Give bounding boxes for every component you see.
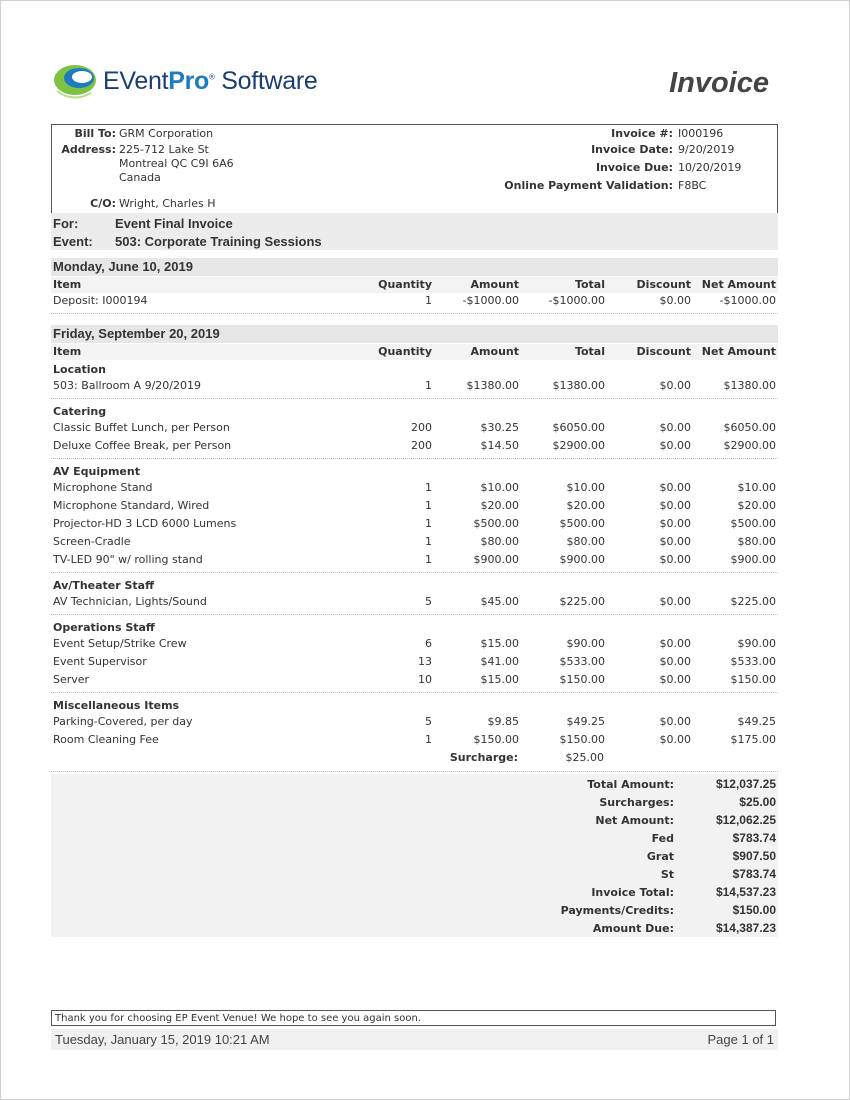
- cell-amount: $10.00: [480, 481, 519, 494]
- col-total: Total: [574, 278, 605, 291]
- cell-item: Microphone Standard, Wired: [53, 499, 210, 512]
- table-row: [51, 480, 778, 496]
- cell-total: $500.00: [559, 517, 605, 530]
- fed-tax-value: $783.74: [732, 831, 776, 845]
- cell-net-amount: $10.00: [737, 481, 776, 494]
- cell-total: -$1000.00: [548, 294, 605, 307]
- cell-item: Room Cleaning Fee: [53, 733, 159, 746]
- page-title: Invoice: [669, 67, 769, 99]
- amount-due-label: Amount Due:: [592, 922, 674, 935]
- cell-discount: $0.00: [659, 637, 691, 650]
- cell-net-amount: $500.00: [730, 517, 776, 530]
- cell-net-amount: $900.00: [730, 553, 776, 566]
- cell-item: Classic Buffet Lunch, per Person: [53, 421, 230, 434]
- cell-quantity: 5: [425, 715, 432, 728]
- col-amount: Amount: [470, 278, 519, 291]
- cell-quantity: 5: [425, 595, 432, 608]
- invoice-due-label: Invoice Due:: [595, 161, 673, 174]
- table-row: [51, 498, 778, 514]
- payment-validation-value: F8BC: [678, 179, 707, 192]
- cell-amount: $9.85: [487, 715, 519, 728]
- event-info-band: [51, 213, 778, 250]
- invoice-number-value: I000196: [678, 127, 724, 140]
- cell-total: $6050.00: [552, 421, 605, 434]
- col-total: Total: [574, 345, 605, 358]
- payment-validation-label: Online Payment Validation:: [504, 179, 673, 192]
- cell-amount: $900.00: [473, 553, 519, 566]
- divider: [51, 313, 778, 314]
- cell-amount: $500.00: [473, 517, 519, 530]
- co-value: Wright, Charles H: [119, 197, 216, 210]
- col-discount: Discount: [636, 278, 691, 291]
- cell-quantity: 1: [425, 294, 432, 307]
- cell-discount: $0.00: [659, 499, 691, 512]
- co-label: C/O:: [90, 197, 116, 210]
- cell-net-amount: $225.00: [730, 595, 776, 608]
- cell-net-amount: $150.00: [730, 673, 776, 686]
- logo-word-software: Software: [214, 66, 318, 95]
- logo-word-event: EVent: [103, 66, 169, 95]
- table-row: [51, 438, 778, 454]
- cell-net-amount: $175.00: [730, 733, 776, 746]
- cell-amount: $15.00: [480, 673, 519, 686]
- event-label: Event:: [53, 234, 93, 249]
- day-header: Friday, September 20, 2019: [51, 325, 778, 343]
- cell-item: Deposit: I000194: [53, 294, 148, 307]
- cell-total: $900.00: [559, 553, 605, 566]
- cell-quantity: 1: [425, 517, 432, 530]
- col-amount: Amount: [470, 345, 519, 358]
- cell-quantity: 200: [411, 439, 432, 452]
- cell-net-amount: $2900.00: [723, 439, 776, 452]
- logo-word-pro: Pro: [168, 66, 210, 95]
- cell-discount: $0.00: [659, 535, 691, 548]
- cell-quantity: 1: [425, 379, 432, 392]
- table-row: [51, 534, 778, 550]
- cell-discount: $0.00: [659, 439, 691, 452]
- logo-wordmark: [103, 67, 318, 96]
- cell-discount: $0.00: [659, 733, 691, 746]
- surcharge-label: Surcharge:: [449, 751, 518, 764]
- cell-total: $150.00: [559, 673, 605, 686]
- cell-amount: $45.00: [480, 595, 519, 608]
- cell-total: $20.00: [566, 499, 605, 512]
- cell-item: 503: Ballroom A 9/20/2019: [53, 379, 201, 392]
- cell-amount: -$1000.00: [462, 294, 519, 307]
- divider: [51, 458, 778, 459]
- grat-value: $907.50: [732, 849, 776, 863]
- cell-discount: $0.00: [659, 673, 691, 686]
- for-value: Event Final Invoice: [115, 216, 233, 231]
- bill-to-value: GRM Corporation: [119, 127, 214, 140]
- cell-amount: $15.00: [480, 637, 519, 650]
- address-line-2: Montreal QC C9I 6A6: [119, 157, 234, 170]
- totals-block: [51, 774, 778, 937]
- invoice-due-value: 10/20/2019: [678, 161, 742, 174]
- cell-discount: $0.00: [659, 655, 691, 668]
- total-amount-label: Total Amount:: [587, 778, 674, 791]
- cell-discount: $0.00: [659, 715, 691, 728]
- cell-quantity: 1: [425, 733, 432, 746]
- column-header-row: [51, 344, 778, 360]
- col-discount: Discount: [636, 345, 691, 358]
- fed-tax-label: Fed: [651, 832, 674, 845]
- divider: [51, 398, 778, 399]
- category-header: Av/Theater Staff: [53, 579, 155, 592]
- table-row: [51, 636, 778, 652]
- cell-quantity: 10: [418, 673, 432, 686]
- page-number: Page 1 of 1: [707, 1032, 774, 1047]
- col-net-amount: Net Amount: [701, 345, 776, 358]
- cell-amount: $80.00: [480, 535, 519, 548]
- st-tax-value: $783.74: [732, 867, 776, 881]
- cell-net-amount: -$1000.00: [719, 294, 776, 307]
- cell-total: $1380.00: [552, 379, 605, 392]
- surcharge-value: $25.00: [565, 751, 604, 764]
- category-header: Location: [53, 363, 106, 376]
- table-row: [51, 516, 778, 532]
- cell-item: Microphone Stand: [53, 481, 153, 494]
- cell-item: Parking-Covered, per day: [53, 715, 193, 728]
- cell-total: $90.00: [566, 637, 605, 650]
- cell-discount: $0.00: [659, 421, 691, 434]
- cell-item: AV Technician, Lights/Sound: [53, 595, 207, 608]
- net-amount-value: $12,062.25: [715, 813, 776, 827]
- divider: [51, 692, 778, 693]
- cell-quantity: 13: [418, 655, 432, 668]
- cell-amount: $20.00: [480, 499, 519, 512]
- address-label: Address:: [61, 143, 116, 156]
- cell-quantity: 200: [411, 421, 432, 434]
- cell-item: Deluxe Coffee Break, per Person: [53, 439, 232, 452]
- table-row: [51, 672, 778, 688]
- surcharges-value: $25.00: [739, 795, 776, 809]
- cell-item: Event Setup/Strike Crew: [53, 637, 187, 650]
- for-label: For:: [53, 216, 79, 231]
- divider: [51, 614, 778, 615]
- divider: [51, 771, 778, 772]
- cell-net-amount: $1380.00: [723, 379, 776, 392]
- event-value: 503: Corporate Training Sessions: [115, 234, 322, 249]
- category-header: AV Equipment: [53, 465, 140, 478]
- table-row: [51, 594, 778, 610]
- cell-net-amount: $90.00: [737, 637, 776, 650]
- cell-discount: $0.00: [659, 553, 691, 566]
- category-header: Operations Staff: [53, 621, 155, 634]
- grat-label: Grat: [646, 850, 674, 863]
- st-tax-label: St: [660, 868, 674, 881]
- cell-item: TV-LED 90" w/ rolling stand: [53, 553, 203, 566]
- cell-item: Event Supervisor: [53, 655, 147, 668]
- cell-net-amount: $533.00: [730, 655, 776, 668]
- cell-amount: $150.00: [473, 733, 519, 746]
- cell-net-amount: $20.00: [737, 499, 776, 512]
- table-row: [51, 732, 778, 748]
- payments-credits-label: Payments/Credits:: [560, 904, 674, 917]
- cell-discount: $0.00: [659, 379, 691, 392]
- cell-quantity: 1: [425, 535, 432, 548]
- invoice-number-label: Invoice #:: [611, 127, 673, 140]
- table-row: [51, 654, 778, 670]
- cell-quantity: 6: [425, 637, 432, 650]
- col-item: Item: [53, 278, 82, 291]
- cell-amount: $1380.00: [466, 379, 519, 392]
- cell-total: $2900.00: [552, 439, 605, 452]
- cell-amount: $30.25: [480, 421, 519, 434]
- address-line-3: Canada: [119, 171, 161, 184]
- cell-net-amount: $49.25: [737, 715, 776, 728]
- print-timestamp: Tuesday, January 15, 2019 10:21 AM: [55, 1032, 270, 1047]
- category-header: Miscellaneous Items: [53, 699, 180, 712]
- invoice-date-label: Invoice Date:: [591, 143, 673, 156]
- invoice-total-label: Invoice Total:: [591, 886, 674, 899]
- amount-due-value: $14,387.23: [715, 921, 776, 935]
- net-amount-label: Net Amount:: [595, 814, 674, 827]
- cell-quantity: 1: [425, 481, 432, 494]
- invoice-total-value: $14,537.23: [715, 885, 776, 899]
- eventpro-swoosh-icon: [53, 61, 99, 101]
- table-row: [51, 293, 778, 309]
- col-net-amount: Net Amount: [701, 278, 776, 291]
- table-row: [51, 378, 778, 394]
- surcharges-label: Surcharges:: [599, 796, 674, 809]
- day-header: Monday, June 10, 2019: [51, 258, 778, 276]
- category-header: Catering: [53, 405, 107, 418]
- cell-item: Projector-HD 3 LCD 6000 Lumens: [53, 517, 237, 530]
- bill-to-label: Bill To:: [74, 127, 116, 140]
- col-quantity: Quantity: [378, 278, 432, 291]
- table-row: [51, 420, 778, 436]
- cell-item: Server: [53, 673, 90, 686]
- divider: [51, 572, 778, 573]
- cell-total: $225.00: [559, 595, 605, 608]
- cell-net-amount: $6050.00: [723, 421, 776, 434]
- cell-amount: $14.50: [480, 439, 519, 452]
- cell-discount: $0.00: [659, 481, 691, 494]
- page-footer: [51, 1029, 778, 1050]
- thank-you-note: Thank you for choosing EP Event Venue! We hope to see you again soon.: [51, 1010, 776, 1026]
- logo-registered: ®: [209, 72, 215, 82]
- column-header-row: [51, 277, 778, 293]
- cell-item: Screen-Cradle: [53, 535, 131, 548]
- cell-total: $80.00: [566, 535, 605, 548]
- cell-discount: $0.00: [659, 294, 691, 307]
- company-logo: [53, 61, 318, 101]
- col-item: Item: [53, 345, 82, 358]
- bill-to-box: [51, 124, 778, 214]
- cell-discount: $0.00: [659, 517, 691, 530]
- cell-quantity: 1: [425, 499, 432, 512]
- cell-net-amount: $80.00: [737, 535, 776, 548]
- cell-total: $10.00: [566, 481, 605, 494]
- table-row: [51, 714, 778, 730]
- cell-total: $150.00: [559, 733, 605, 746]
- table-row: [51, 552, 778, 568]
- total-amount-value: $12,037.25: [715, 777, 776, 791]
- col-quantity: Quantity: [378, 345, 432, 358]
- cell-total: $533.00: [559, 655, 605, 668]
- cell-quantity: 1: [425, 553, 432, 566]
- cell-total: $49.25: [566, 715, 605, 728]
- cell-discount: $0.00: [659, 595, 691, 608]
- invoice-date-value: 9/20/2019: [678, 143, 735, 156]
- cell-amount: $41.00: [480, 655, 519, 668]
- payments-credits-value: $150.00: [732, 903, 776, 917]
- address-line-1: 225-712 Lake St: [119, 143, 209, 156]
